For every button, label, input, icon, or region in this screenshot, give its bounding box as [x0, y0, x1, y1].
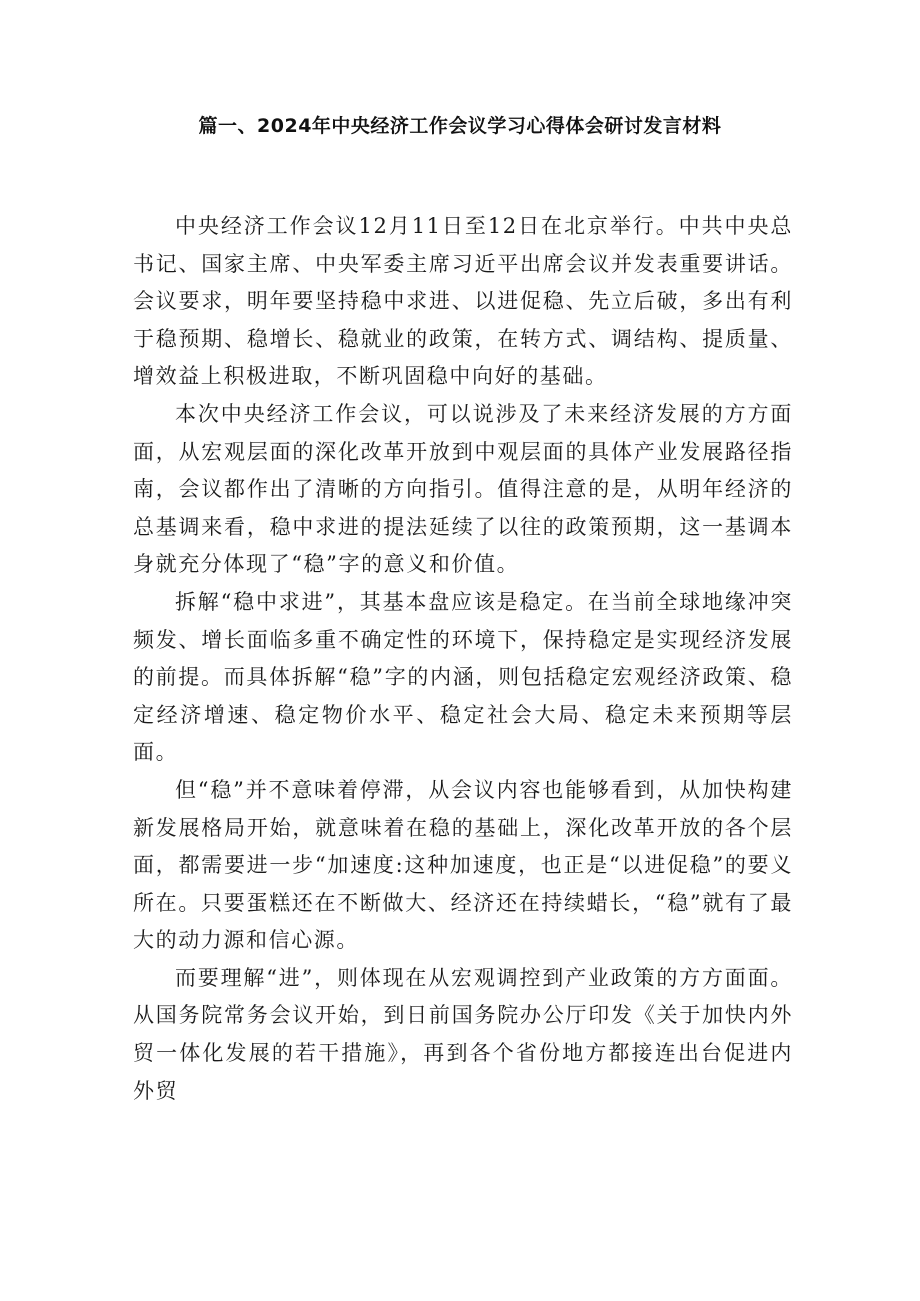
paragraph-2: 本次中央经济工作会议，可以说涉及了未来经济发展的方方面面，从宏观层面的深化改革开放到中观层面的具体产业发展路径指南，会议都作出了清晰的方向指引。值得注意的是，从明年经济的总基调来看，稳中求进的提法延续了以往的政策预期，这一基调本身就充分体现了“稳”字的意义和价值。: [133, 401, 793, 577]
paragraph-1: 中央经济工作会议12月11日至12日在北京举行。中共中央总书记、国家主席、中央军委主席习近平出席会议并发表重要讲话。会议要求，明年要坚持稳中求进、以进促稳、先立后破，多出有利于稳预期、稳增长、稳就业的政策，在转方式、调结构、提质量、增效益上积极进取，不断巩固稳中向好的基础。: [133, 214, 793, 389]
document-title: 篇一、2024年中央经济工作会议学习心得体会研讨发言材料: [198, 115, 722, 137]
paragraph-5: 而要理解“进”，则体现在从宏观调控到产业政策的方方面面。从国务院常务会议开始，到日前国务院办公厅印发《关于加快内外贸一体化发展的若干措施》，再到各个省份地方都接连出台促进内外贸: [133, 965, 793, 1103]
paragraph-3: 拆解“稳中求进”，其基本盘应该是稳定。在当前全球地缘冲突频发、增长面临多重不确定性的环境下，保持稳定是实现经济发展的前提。而具体拆解“稳”字的内涵，则包括稳定宏观经济政策、稳定经济增速、稳定物价水平、稳定社会大局、稳定未来预期等层面。: [133, 589, 793, 765]
document-body: [133, 208, 793, 1110]
paragraph-4: 但“稳”并不意味着停滞，从会议内容也能够看到，从加快构建新发展格局开始，就意味着在稳的基础上，深化改革开放的各个层面，都需要进一步“加速度:这种加速度，也正是“以进促稳”的要义所在。只要蛋糕还在不断做大、经济还在持续蜡长，“稳”就有了最大的动力源和信心源。: [133, 777, 793, 953]
